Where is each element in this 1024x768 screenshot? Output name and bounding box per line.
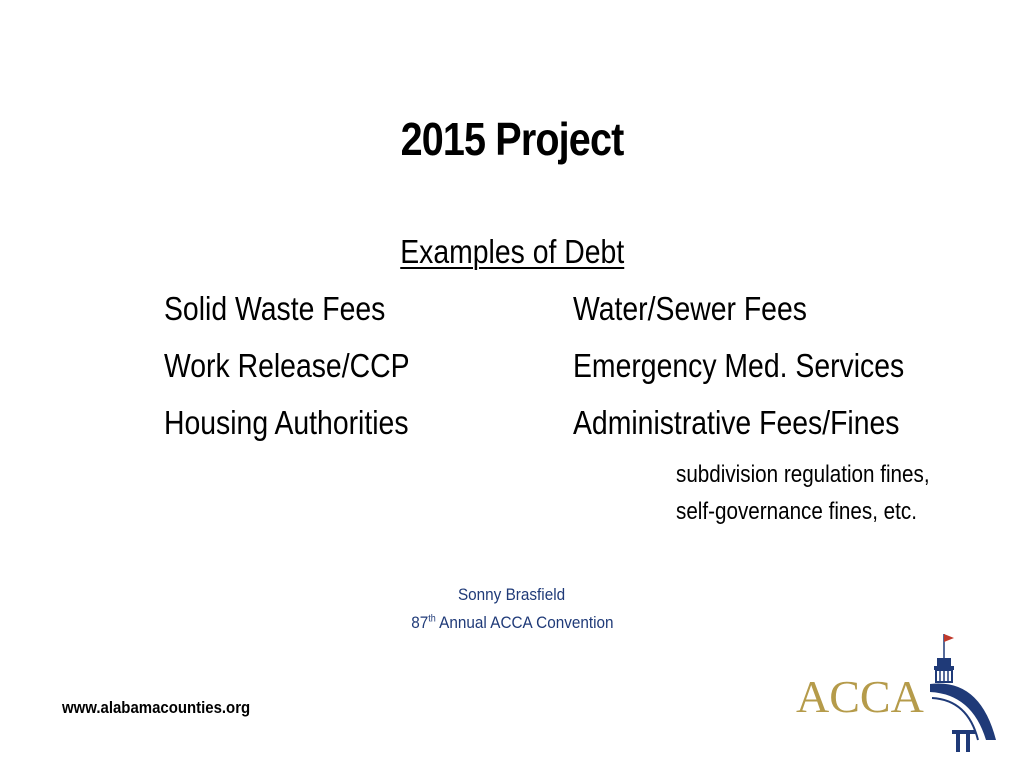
- presenter-name: [0, 585, 1024, 605]
- event-name: Annual ACCA Convention: [435, 613, 614, 632]
- section-heading-text: Examples of Debt: [399, 233, 625, 270]
- event-ordinal-suffix: th: [427, 613, 436, 625]
- admin-fees-note-line-1: subdivision regulation fines,: [676, 461, 930, 488]
- slide-title: 2015 Project: [400, 113, 624, 165]
- debt-item-admin-fees: Administrative Fees/Fines: [573, 404, 900, 441]
- presenter-event-text: [411, 613, 613, 633]
- website-url[interactable]: www.alabamacounties.org: [62, 698, 251, 717]
- debt-item-work-release: Work Release/CCP: [164, 347, 410, 384]
- debt-item-solid-waste: Solid Waste Fees: [164, 290, 386, 327]
- admin-fees-note-line-2: self-governance fines, etc.: [676, 498, 917, 525]
- debt-item-water-sewer: Water/Sewer Fees: [573, 290, 807, 327]
- acca-logo: [790, 628, 1010, 756]
- debt-item-housing: Housing Authorities: [164, 404, 409, 441]
- event-number: 87: [410, 613, 428, 632]
- debt-item-ems: Emergency Med. Services: [573, 347, 905, 384]
- presenter-name-text: Sonny Brasfield: [458, 585, 566, 604]
- capitol-dome-icon: [930, 634, 996, 752]
- logo-text: ACCA: [796, 671, 924, 722]
- section-heading: [0, 232, 1024, 272]
